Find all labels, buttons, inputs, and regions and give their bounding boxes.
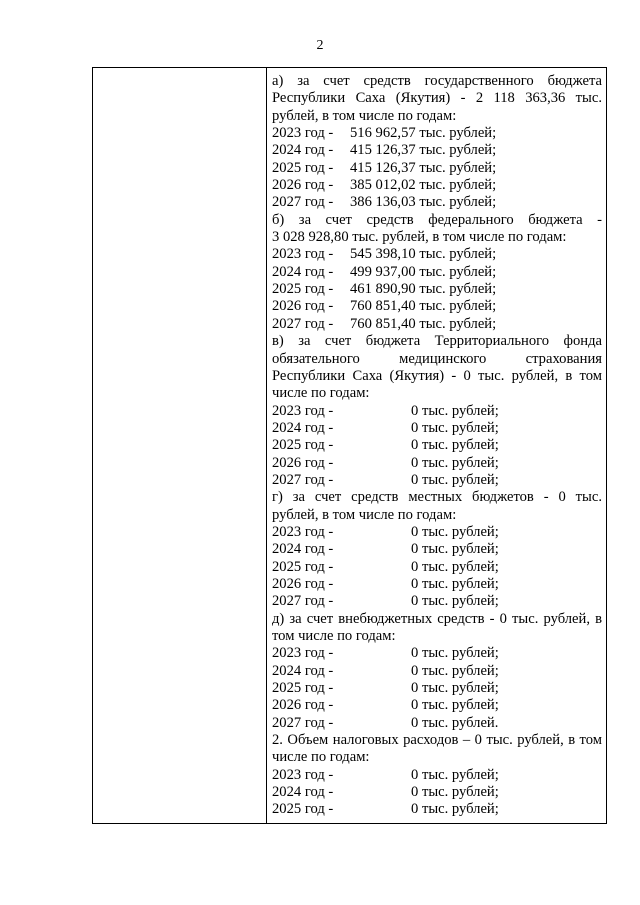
year-label: 2023 год - — [272, 125, 334, 142]
amount-value: 0 тыс. рублей; — [411, 419, 499, 436]
year-label: 2027 год - — [272, 471, 334, 488]
year-row — [272, 455, 602, 472]
section-intro-line: числе по годам: — [272, 385, 370, 402]
year-label: 2025 год - — [272, 680, 334, 697]
section-intro-line: г) за счет средств местных бюджетов - 0 тыс. — [272, 489, 602, 506]
funding-content-cell — [272, 73, 602, 819]
amount-value: 0 тыс. рублей; — [411, 454, 499, 471]
amount-value: 0 тыс. рублей; — [411, 523, 499, 540]
year-row — [272, 316, 602, 333]
year-row — [272, 715, 602, 732]
year-row — [272, 680, 602, 697]
year-label: 2023 год - — [272, 645, 334, 662]
year-row — [272, 403, 602, 420]
section-federal-budget — [272, 212, 602, 333]
year-row — [272, 784, 602, 801]
section-intro-line: а) за счет средств государственного бюджета — [272, 73, 602, 89]
amount-value: 385 012,02 тыс. рублей; — [350, 177, 497, 194]
year-label: 2026 год - — [272, 575, 334, 592]
year-row — [272, 177, 602, 194]
section-intro-line: Республики Саха (Якутия) - 2 118 363,36 тыс. — [272, 90, 602, 107]
amount-value: 0 тыс. рублей; — [411, 801, 499, 818]
year-row — [272, 194, 602, 211]
year-row — [272, 125, 602, 142]
amount-value: 0 тыс. рублей; — [411, 697, 499, 714]
year-label: 2024 год - — [272, 419, 334, 436]
section-tax-expenditures — [272, 732, 602, 819]
amount-value: 0 тыс. рублей; — [411, 784, 499, 801]
year-label: 2023 год - — [272, 402, 334, 419]
section-intro-line: 3 028 928,80 тыс. рублей, в том числе по годам: — [272, 229, 567, 246]
page-number: 2 — [316, 38, 324, 53]
amount-value: 0 тыс. рублей; — [411, 541, 499, 558]
amount-value: 516 962,57 тыс. рублей; — [350, 125, 497, 142]
amount-value: 0 тыс. рублей. — [411, 714, 499, 731]
year-row — [272, 663, 602, 680]
year-row — [272, 593, 602, 610]
section-intro-line: д) за счет внебюджетных средств - 0 тыс. рублей, в — [272, 610, 602, 627]
year-label: 2025 год - — [272, 281, 334, 298]
year-label: 2025 год - — [272, 558, 334, 575]
amount-value: 0 тыс. рублей; — [411, 680, 499, 697]
section-intro-line: 2. Объем налоговых расходов – 0 тыс. рублей, в том — [272, 732, 602, 749]
amount-value: 0 тыс. рублей; — [411, 645, 499, 662]
section-intro-line: обязательного медицинского страхования — [272, 350, 602, 367]
year-row — [272, 801, 602, 818]
column-divider — [266, 68, 267, 823]
year-label: 2027 год - — [272, 714, 334, 731]
year-row — [272, 559, 602, 576]
amount-value: 0 тыс. рублей; — [411, 402, 499, 419]
year-row — [272, 420, 602, 437]
amount-value: 499 937,00 тыс. рублей; — [350, 263, 497, 280]
year-label: 2024 год - — [272, 784, 334, 801]
year-row — [272, 298, 602, 315]
amount-value: 545 398,10 тыс. рублей; — [350, 246, 497, 263]
amount-value: 0 тыс. рублей; — [411, 471, 499, 488]
year-row — [272, 576, 602, 593]
section-intro-line: б) за счет средств федерального бюджета - — [272, 211, 602, 228]
year-label: 2027 год - — [272, 315, 334, 332]
amount-value: 415 126,37 тыс. рублей; — [350, 159, 497, 176]
year-row — [272, 524, 602, 541]
section-state-budget — [272, 73, 602, 212]
section-intro-line: рублей, в том числе по годам: — [272, 506, 457, 523]
amount-value: 415 126,37 тыс. рублей; — [350, 142, 497, 159]
year-label: 2023 год - — [272, 523, 334, 540]
year-row — [272, 437, 602, 454]
year-label: 2026 год - — [272, 454, 334, 471]
year-label: 2025 год - — [272, 437, 334, 454]
year-row — [272, 246, 602, 263]
section-intro-line: том числе по годам: — [272, 628, 396, 644]
year-row — [272, 281, 602, 298]
year-row — [272, 472, 602, 489]
section-insurance-fund — [272, 333, 602, 489]
year-label: 2026 год - — [272, 697, 334, 714]
year-label: 2024 год - — [272, 662, 334, 679]
year-label: 2026 год - — [272, 298, 334, 315]
section-intro-line: в) за счет бюджета Территориального фонда — [272, 333, 602, 350]
year-label: 2024 год - — [272, 263, 334, 280]
year-row — [272, 767, 602, 784]
amount-value: 760 851,40 тыс. рублей; — [350, 298, 497, 315]
year-label: 2024 год - — [272, 541, 334, 558]
year-label: 2026 год - — [272, 177, 334, 194]
amount-value: 0 тыс. рублей; — [411, 766, 499, 783]
amount-value: 0 тыс. рублей; — [411, 558, 499, 575]
amount-value: 760 851,40 тыс. рублей; — [350, 315, 497, 332]
section-intro-line: числе по годам: — [272, 749, 370, 766]
section-intro-line: Республики Саха (Якутия) - 0 тыс. рублей, в том — [272, 367, 602, 384]
year-row — [272, 142, 602, 159]
year-row — [272, 541, 602, 558]
year-label: 2027 год - — [272, 194, 334, 211]
year-row — [272, 645, 602, 662]
amount-value: 0 тыс. рублей; — [411, 662, 499, 679]
year-label: 2025 год - — [272, 159, 334, 176]
year-label: 2023 год - — [272, 766, 334, 783]
section-local-budgets — [272, 489, 602, 610]
section-intro-line: рублей, в том числе по годам: — [272, 107, 457, 124]
section-extrabudgetary — [272, 611, 602, 732]
amount-value: 0 тыс. рублей; — [411, 575, 499, 592]
year-label: 2024 год - — [272, 142, 334, 159]
year-label: 2027 год - — [272, 593, 334, 610]
amount-value: 0 тыс. рублей; — [411, 437, 499, 454]
amount-value: 0 тыс. рублей; — [411, 593, 499, 610]
year-label: 2025 год - — [272, 801, 334, 818]
document-table — [92, 67, 607, 824]
year-label: 2023 год - — [272, 246, 334, 263]
year-row — [272, 697, 602, 714]
year-row — [272, 160, 602, 177]
year-row — [272, 264, 602, 281]
amount-value: 386 136,03 тыс. рублей; — [350, 194, 497, 211]
amount-value: 461 890,90 тыс. рублей; — [350, 281, 497, 298]
